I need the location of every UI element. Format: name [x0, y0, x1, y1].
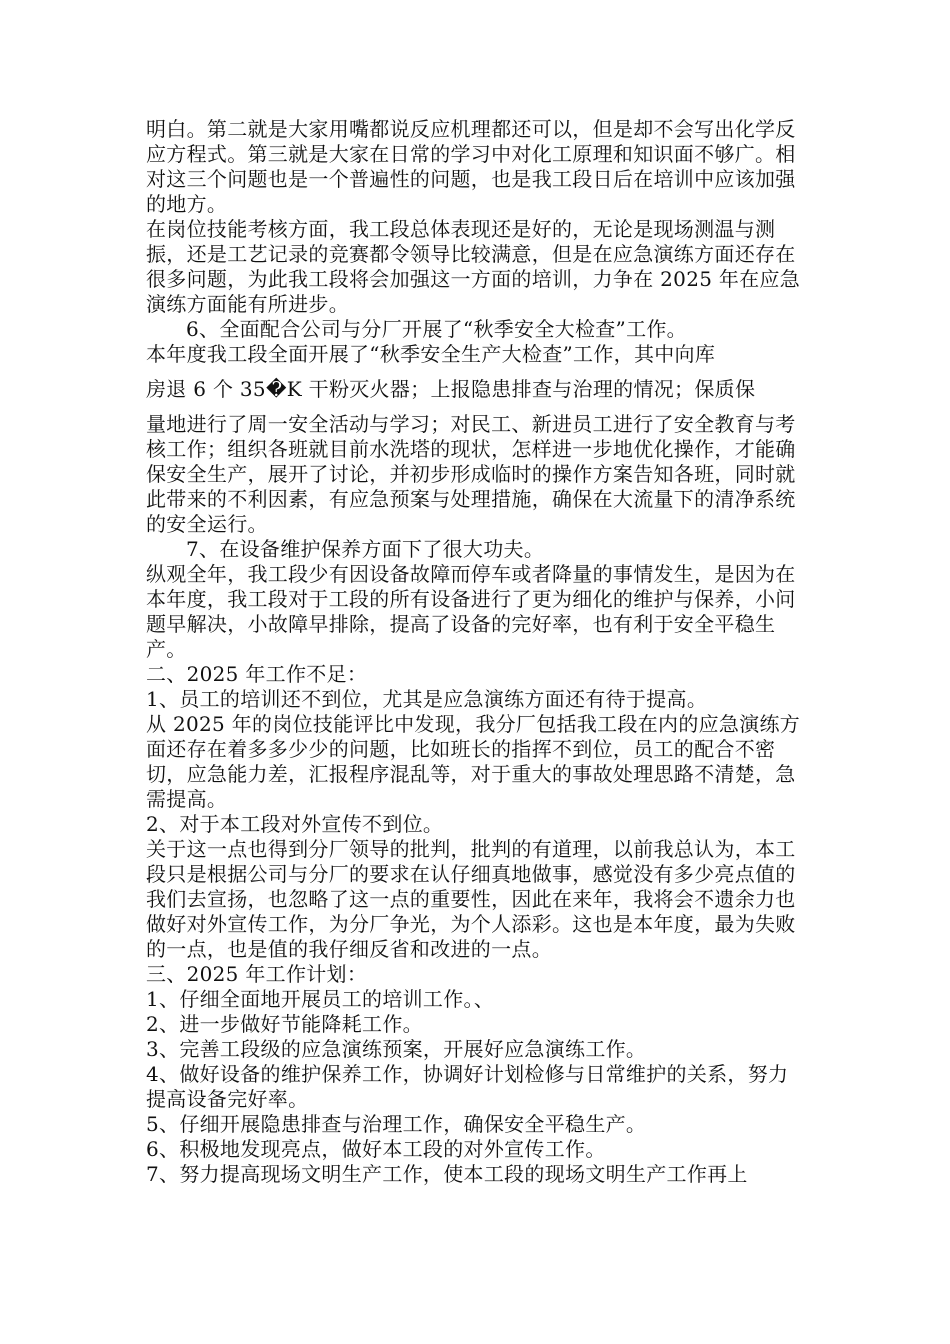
paragraph: 量地进行了周一安全活动与学习；对民工、新进员工进行了安全教育与考核工作；组织各班就目前水洗塔的现状，怎样进一步地优化操作，才能确保安全生产，展开了讨论，并初步形成临时的操作方案告知各班，同时就此带来的不利因素，有应急预案与处理措施，确保在大流量下的清净系统的安全运行。 — [146, 412, 796, 536]
list-item: 2、进一步做好节能降耗工作。 — [146, 1012, 423, 1036]
paragraph: 从 2025 年的岗位技能评比中发现，我分厂包括我工段在内的应急演练方面还存在着多多少少的问题，比如班长的指挥不到位，员工的配合不密切，应急能力差，汇报程序混乱等，对于重大的事故处理思路不清楚，急需提高。 — [146, 712, 801, 811]
paragraph: 关于这一点也得到分厂领导的批判，批判的有道理，以前我总认为，本工段只是根据公司与分厂的要求在认仔细真地做事，感觉没有多少亮点值的我们去宣扬，也忽略了这一点的重要性，因此在来年，我将会不遗余力也做好对外宣传工作，为分厂争光，为个人添彩。这也是本年度，最为失败的一点，也是值的我仔细反省和改进的一点。 — [146, 837, 796, 961]
list-item: 4、做好设备的维护保养工作，协调好计划检修与日常维护的关系，努力提高设备完好率。 — [146, 1062, 789, 1111]
paragraph: 明白。第二就是大家用嘴都说反应机理都还可以，但是却不会写出化学反应方程式。第三就是大家在日常的学习中对化工原理和知识面不够广。相对这三个问题也是一个普遍性的问题，也是我工段日后在培训中应该加强的地方。 — [146, 117, 796, 216]
list-item: 6、积极地发现亮点，做好本工段的对外宣传工作。 — [146, 1137, 606, 1161]
section-heading: 6、全面配合公司与分厂开展了“秋季安全大检查”工作。 — [186, 317, 687, 341]
list-item: 2、对于本工段对外宣传不到位。 — [146, 812, 444, 836]
list-item: 1、仔细全面地开展员工的培训工作。、 — [146, 987, 495, 1011]
document-body — [146, 117, 806, 1187]
paragraph: 房退 6 个 35�K 干粉灭火器；上报隐患排查与治理的情况；保质保 — [146, 377, 756, 401]
list-item: 3、完善工段级的应急演练预案，开展好应急演练工作。 — [146, 1037, 647, 1061]
section-heading: 二、2025 年工作不足： — [146, 662, 368, 686]
paragraph: 在岗位技能考核方面，我工段总体表现还是好的，无论是现场测温与测振，还是工艺记录的竞赛都令领导比较满意，但是在应急演练方面还存在很多问题，为此我工段将会加强这一方面的培训，力争在 2025 年在应急演练方面能有所进步。 — [146, 217, 801, 316]
section-heading: 三、2025 年工作计划： — [146, 962, 368, 986]
list-item: 7、努力提高现场文明生产工作，使本工段的现场文明生产工作再上 — [146, 1162, 748, 1186]
paragraph: 纵观全年，我工段少有因设备故障而停车或者降量的事情发生，是因为在本年度，我工段对于工段的所有设备进行了更为细化的维护与保养，小问题早解决，小故障早排除，提高了设备的完好率，也有利于安全平稳生产。 — [146, 562, 796, 661]
list-item: 5、仔细开展隐患排查与治理工作，确保安全平稳生产。 — [146, 1112, 647, 1136]
paragraph: 本年度我工段全面开展了“秋季安全生产大检查”工作，其中向库 — [146, 342, 716, 366]
list-item: 1、员工的培训还不到位，尤其是应急演练方面还有待于提高。 — [146, 687, 708, 711]
section-heading: 7、在设备维护保养方面下了很大功夫。 — [186, 537, 545, 561]
